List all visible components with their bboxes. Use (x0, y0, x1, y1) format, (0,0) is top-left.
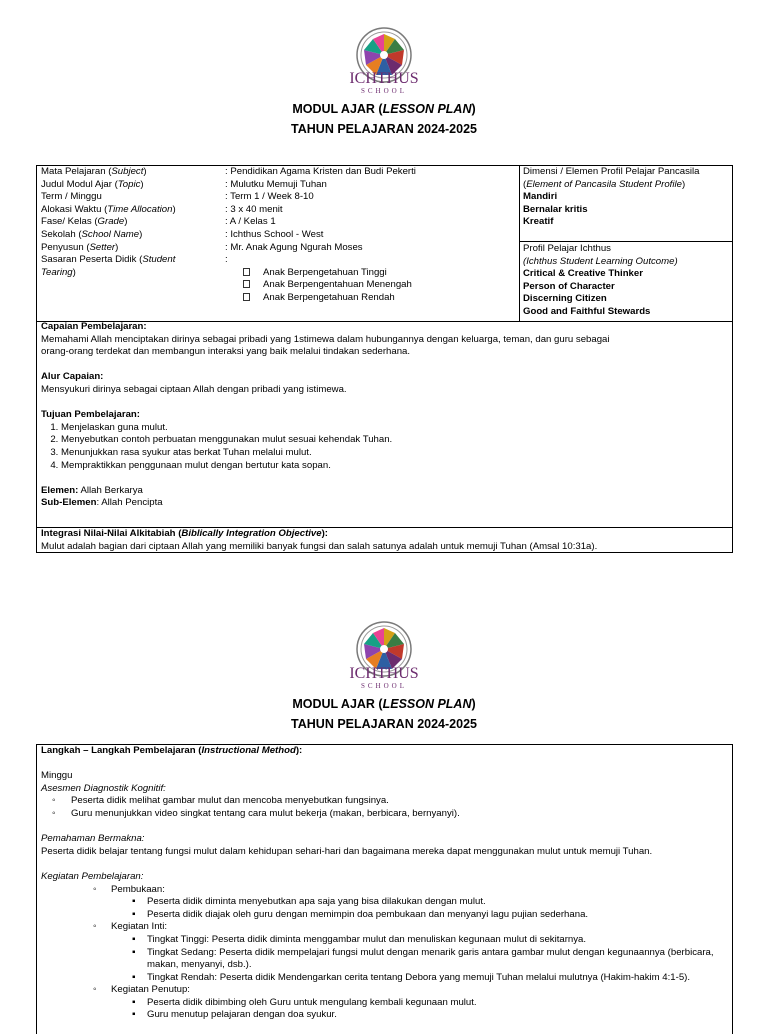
pancasila-profile (523, 166, 731, 229)
value-term: : Term 1 / Week 8-10 (225, 191, 314, 203)
minggu-label: Minggu (41, 770, 73, 782)
tujuan-item: 4. Mempraktikkan penggunaan mulut dengan bertutur kata sopan. (61, 460, 729, 473)
inti-item: ▪ Tingkat Tinggi: Peserta didik diminta menggambar mulut dan menuliskan kegunaan mulut di sekitarnya. (41, 934, 729, 947)
brand-name: ICHTHUS (349, 665, 419, 682)
info-values (225, 166, 515, 305)
checkbox-icon[interactable] (243, 280, 250, 288)
value-target-colon: : (225, 254, 228, 266)
inti-label: Kegiatan Inti: (111, 921, 168, 933)
kegiatan-list (41, 984, 729, 997)
capaian-heading: Capaian Pembelajaran: (41, 321, 147, 332)
pembukaan-list (41, 896, 729, 921)
doc-title: MODUL AJAR (LESSON PLAN) (292, 102, 476, 116)
ichthus-item: Discerning Citizen (523, 293, 607, 305)
kegiatan-item (41, 921, 729, 934)
label-target-cont: Tearing) (41, 266, 76, 278)
tujuan-item: 3. Menunjukkan rasa syukur atas berkat Tuhan melalui mulut. (61, 447, 729, 460)
brand-name: ICHTHUS (349, 70, 419, 87)
integrasi-section (41, 528, 729, 553)
target-option[interactable]: Anak Berpengentahuan Menengah (225, 279, 515, 292)
pancasila-title: Dimensi / Elemen Profil Pelajar Pancasila (523, 166, 700, 177)
ichthus-profile (523, 243, 731, 319)
checkbox-icon[interactable] (243, 268, 250, 276)
brand-sub: SCHOOL (360, 682, 407, 690)
asesmen-item: ◦ Guru menunjukkan video singkat tentang cara mulut bekerja (makan, berbicara, bernyanyi). (41, 808, 729, 821)
capaian-text: Memahami Allah menciptakan dirinya sebagai pribadi yang 1stimewa dalam hubungannya dengan keluarga, teman, dan guru sebagai (41, 333, 610, 345)
tujuan-item: 2. Menyebutkan contoh perbuatan menggunakan mulut sesuai kehendak Tuhan. (61, 434, 729, 447)
inti-item: ▪ Tingkat Sedang: Peserta didik mempelajari fungsi mulut dengan menarik garis antara gambar mulut dengan kegunaannya (berbicara, makan, menyanyi, dsb.). (41, 947, 729, 972)
integrasi-heading: Integrasi Nilai-Nilai Alkitabiah (Biblically Integration Objective): (41, 528, 328, 539)
info-labels (41, 166, 231, 279)
label-target: Sasaran Peserta Didik (Student (41, 254, 176, 266)
capaian-section (41, 321, 729, 510)
value-subject: : Pendidikan Agama Kristen dan Budi Pekerti (225, 166, 416, 177)
pemahaman-heading: Pemahaman Bermakna: (41, 833, 145, 845)
langkah-table (36, 744, 733, 1034)
elemen: Elemen: Allah Berkarya (41, 484, 143, 496)
brand-sub: SCHOOL (360, 87, 407, 95)
inti-item: ▪ Tingkat Rendah: Peserta didik Mendengarkan cerita tentang Debora yang memuji Tuhan melalui mulutnya (Hakim-hakim 4:1-5). (41, 972, 729, 985)
label-term: Term / Minggu (41, 191, 102, 203)
tujuan-heading: Tujuan Pembelajaran: (41, 409, 140, 421)
penutup-label: Kegiatan Penutup: (111, 984, 190, 996)
langkah-section (41, 745, 729, 1022)
pembukaan-label: Pembukaan: (111, 883, 165, 895)
label-topic: Judul Modul Ajar (Topic) (41, 178, 144, 190)
asesmen-heading: Asesmen Diagnostik Kognitif: (41, 782, 166, 794)
pancasila-subtitle: (Element of Pancasila Student Profile) (523, 178, 686, 190)
kegiatan-heading: Kegiatan Pembelajaran: (41, 870, 144, 882)
label-time: Alokasi Waktu (Time Allocation) (41, 203, 176, 215)
integrasi-text: Mulut adalah bagian dari ciptaan Allah yang memiliki banyak fungsi dan salah satunya adalah untuk memuji Tuhan (Amsal 10:31a). (41, 540, 598, 552)
alur-text: Mensyukuri dirinya sebagai ciptaan Allah dengan pribadi yang istimewa. (41, 383, 347, 395)
value-setter: : Mr. Anak Agung Ngurah Moses (225, 241, 363, 253)
sub-elemen: Sub-Elemen: Allah Pencipta (41, 497, 163, 509)
value-time: : 3 x 40 menit (225, 203, 283, 215)
target-option[interactable]: Anak Berpengetahuan Tinggi (225, 267, 515, 280)
pancasila-item: Kreatif (523, 216, 554, 228)
ichthus-title: Profil Pelajar Ichthus (523, 243, 611, 254)
inti-list (41, 934, 729, 984)
pancasila-item: Bernalar kritis (523, 203, 588, 215)
kegiatan-item (41, 984, 729, 997)
penutup-item: ▪ Guru menutup pelajaran dengan doa syukur. (41, 1009, 729, 1022)
ichthus-item: Good and Faithful Stewards (523, 305, 651, 317)
asesmen-list (41, 795, 729, 820)
pembukaan-item: ▪ Peserta didik diajak oleh guru dengan memimpin doa pembukaan dan menyanyi lagu pujian sederhana. (41, 909, 729, 922)
capaian-text-cont: orang-orang terdekat dan membangun interaksi yang baik melalui tindakan sederhana. (41, 346, 411, 358)
kegiatan-list (41, 884, 729, 897)
kegiatan-item (41, 884, 729, 897)
label-grade: Fase/ Kelas (Grade) (41, 216, 128, 228)
ichthus-item: Person of Character (523, 280, 615, 292)
ichthus-subtitle: (Ichthus Student Learning Outcome) (523, 255, 678, 267)
kegiatan-list (41, 921, 729, 934)
alur-heading: Alur Capaian: (41, 371, 104, 383)
penutup-list (41, 997, 729, 1022)
asesmen-item: ◦ Peserta didik melihat gambar mulut dan mencoba menyebutkan fungsinya. (41, 795, 729, 808)
langkah-heading: Langkah – Langkah Pembelajaran (Instructional Method): (41, 745, 303, 756)
target-option[interactable]: Anak Berpengetahuan Rendah (225, 292, 515, 305)
pembukaan-item: ▪ Peserta didik diminta menyebutkan apa saja yang bisa dilakukan dengan mulut. (41, 896, 729, 909)
ichthus-item: Critical & Creative Thinker (523, 268, 643, 280)
label-setter: Penyusun (Setter) (41, 241, 119, 253)
lesson-info-table (36, 165, 733, 553)
doc-title: MODUL AJAR (LESSON PLAN) (292, 697, 476, 711)
label-subject: Mata Pelajaran (Subject) (41, 166, 147, 177)
pancasila-item: Mandiri (523, 191, 558, 203)
tujuan-list (41, 422, 729, 472)
doc-year: TAHUN PELAJARAN 2024-2025 (291, 122, 477, 136)
pemahaman-text: Peserta didik belajar tentang fungsi mulut dalam kehidupan sehari-hari dan bagaimana mereka dapat menggunakan mulut untuk memuji Tuhan. (41, 845, 653, 857)
value-school: : Ichthus School - West (225, 228, 324, 240)
penutup-item: ▪ Peserta didik dibimbing oleh Guru untuk mengulang kembali kegunaan mulut. (41, 997, 729, 1010)
value-grade: : A / Kelas 1 (225, 216, 276, 228)
value-topic: : Mulutku Memuji Tuhan (225, 178, 327, 190)
label-school: Sekolah (School Name) (41, 228, 143, 240)
doc-year: TAHUN PELAJARAN 2024-2025 (291, 717, 477, 731)
checkbox-icon[interactable] (243, 293, 250, 301)
tujuan-item: 1. Menjelaskan guna mulut. (61, 422, 729, 435)
